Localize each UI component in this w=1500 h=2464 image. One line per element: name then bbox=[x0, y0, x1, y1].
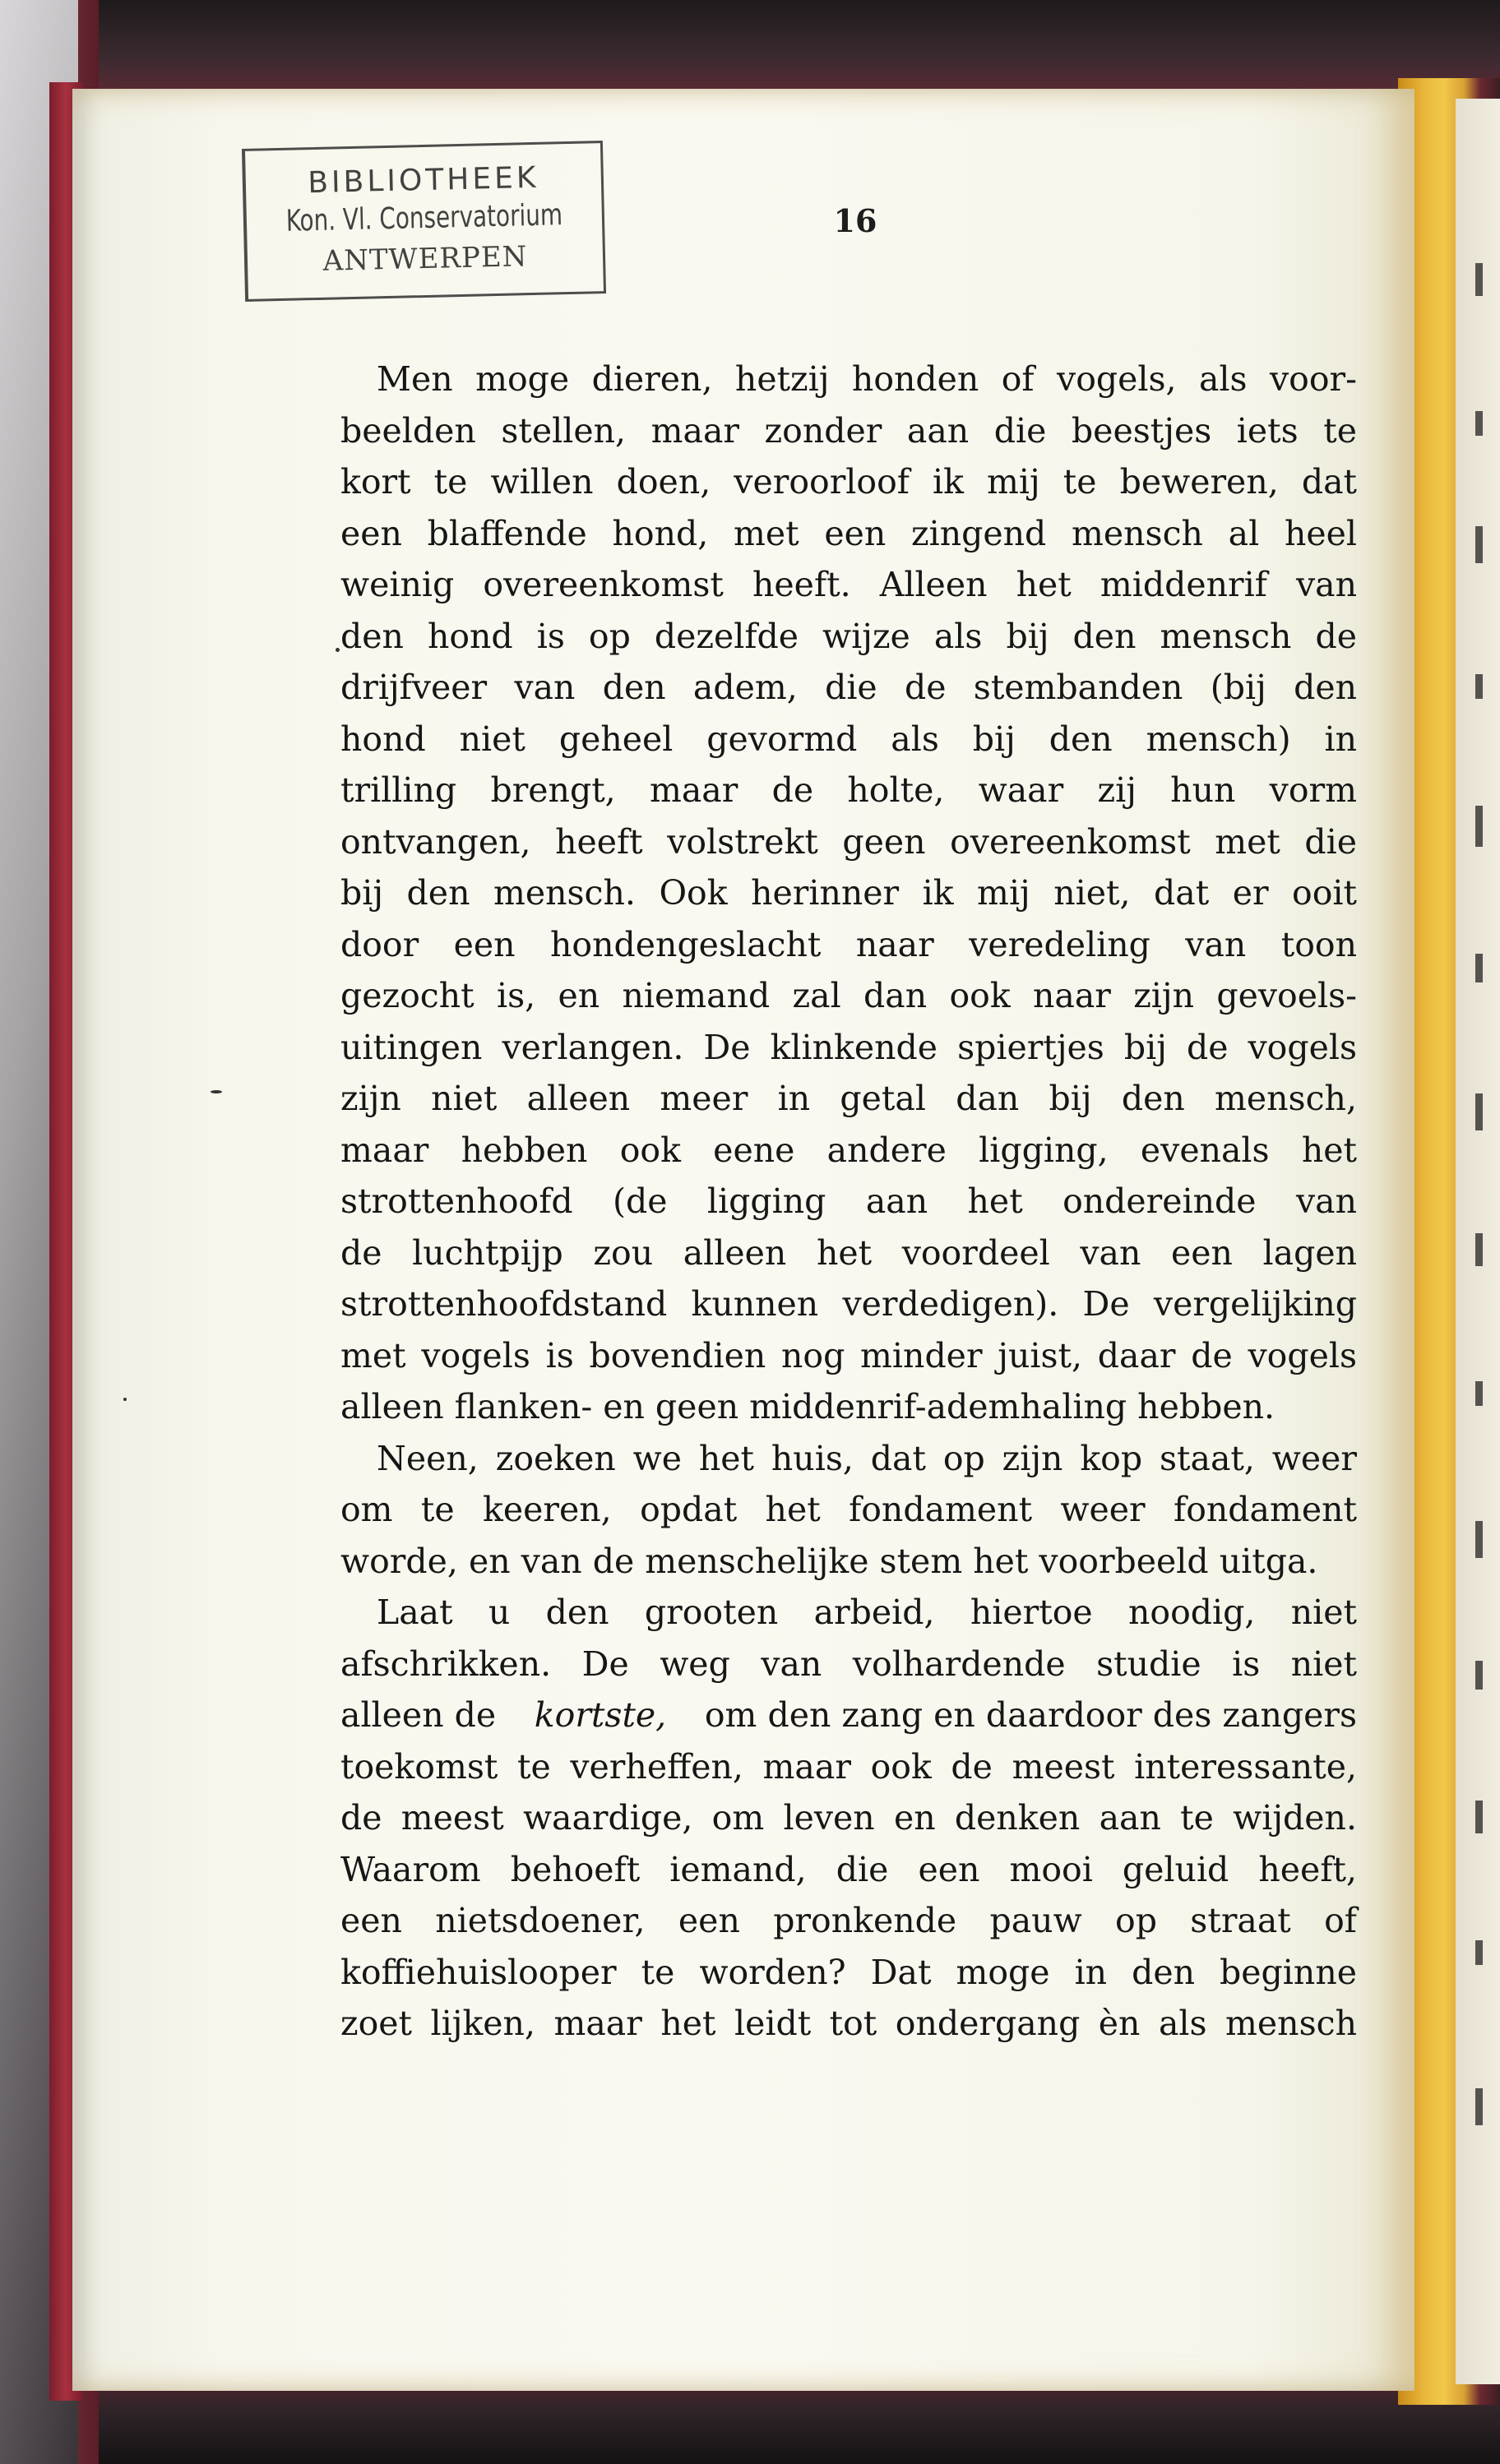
italic-word: kortste, bbox=[534, 1695, 667, 1735]
text-line: drijfveer van den adem, die de stembanden (bij den bbox=[340, 668, 1357, 707]
text-line: alleen de kortste, om den zang en daardoor des zangers bbox=[340, 1695, 1357, 1735]
margin-speck bbox=[336, 648, 340, 652]
text-line: de luchtpijp zou alleen het voordeel van een lagen bbox=[340, 1232, 1357, 1273]
text-line: Men moge dieren, hetzij honden of vogels, als voor- bbox=[377, 359, 1357, 399]
text-line: gezocht is, en niemand zal dan ook naar zijn gevoels- bbox=[340, 976, 1357, 1015]
text-line: bij den mensch. Ook herinner ik mij niet, dat er ooit bbox=[340, 873, 1357, 913]
text-line: om te keeren, opdat het fondament weer fondament bbox=[340, 1490, 1357, 1529]
text-line: weinig overeenkomst heeft. Alleen het middenrif van bbox=[340, 565, 1357, 604]
text-line: hond niet geheel gevormd als bij den mensch) in bbox=[340, 719, 1357, 759]
text-line: trilling brengt, maar de holte, waar zij hun vorm bbox=[340, 770, 1357, 810]
text-line: met vogels is bovendien nog minder juist, daar de vogels bbox=[340, 1335, 1357, 1375]
page-body-text bbox=[340, 354, 1357, 2050]
page-number: 16 bbox=[833, 202, 877, 239]
library-stamp bbox=[242, 141, 606, 302]
facing-page-strip bbox=[1456, 99, 1500, 2384]
text-line: den hond is op dezelfde wijze als bij den mensch de bbox=[340, 616, 1357, 656]
text-line: beelden stellen, maar zonder aan die beestjes iets te bbox=[340, 410, 1357, 451]
text-line: strottenhoofd (de ligging aan het ondereinde van bbox=[340, 1181, 1357, 1221]
text-line: zoet lijken, maar het leidt tot ondergang èn als mensch bbox=[340, 2004, 1357, 2043]
stamp-line-conservatory: Kon. Vl. Conservatorium bbox=[285, 198, 563, 238]
text-line: maar hebben ook eene andere ligging, evenals het bbox=[340, 1130, 1357, 1170]
text-line: Waarom behoeft iemand, die een mooi geluid heeft, bbox=[340, 1849, 1357, 1889]
text-line: koffiehuislooper te worden? Dat moge in den beginne bbox=[340, 1952, 1357, 1992]
text-line: kort te willen doen, veroorloof ik mij te beweren, dat bbox=[340, 462, 1357, 502]
text-line: de meest waardige, om leven en denken aan te wijden. bbox=[340, 1798, 1357, 1838]
text-line: Laat u den grooten arbeid, hiertoe noodig, niet bbox=[377, 1593, 1357, 1632]
text-line: een nietsdoener, een pronkende pauw op straat of bbox=[340, 1901, 1357, 1940]
text-line: uitingen verlangen. De klinkende spiertjes bij de vogels bbox=[340, 1027, 1357, 1067]
text-line: ontvangen, heeft volstrekt geen overeenkomst met die bbox=[340, 821, 1357, 862]
text-line: toekomst te verheffen, maar ook de meest interessante, bbox=[340, 1746, 1357, 1787]
stamp-line-city: ANTWERPEN bbox=[322, 240, 528, 278]
text-line: alleen flanken- en geen middenrif-ademhaling hebben. bbox=[340, 1387, 1275, 1426]
text-line: worde, en van de menschelijke stem het voorbeeld uitga. bbox=[340, 1541, 1318, 1581]
stamp-line-library: BIBLIOTHEEK bbox=[307, 160, 539, 201]
margin-speck bbox=[123, 1398, 127, 1401]
margin-speck bbox=[211, 1090, 222, 1093]
text-line: afschrikken. De weg van volhardende studie is niet bbox=[340, 1643, 1357, 1684]
text-line: Neen, zoeken we het huis, dat op zijn kop staat, weer bbox=[377, 1438, 1357, 1478]
text-line: strottenhoofdstand kunnen verdedigen). De vergelijking bbox=[340, 1284, 1357, 1324]
text-line: door een hondengeslacht naar veredeling van toon bbox=[340, 924, 1357, 964]
text-line: zijn niet alleen meer in getal dan bij den mensch, bbox=[340, 1079, 1357, 1118]
book-binding-top bbox=[0, 0, 1500, 95]
text-line: een blaffende hond, met een zingend mensch al heel bbox=[340, 513, 1357, 553]
